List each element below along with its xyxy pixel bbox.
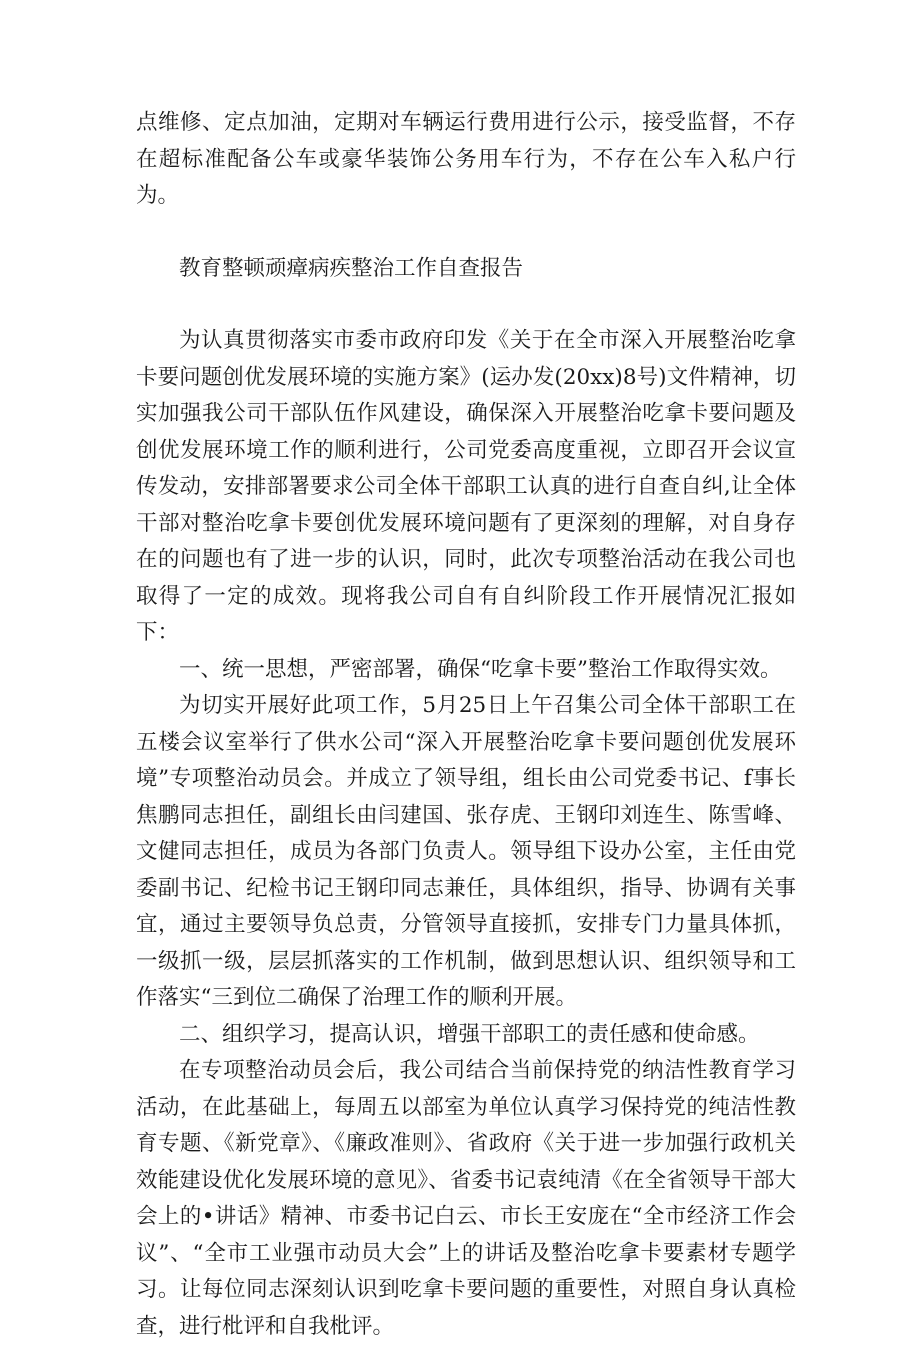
- section-heading-2: 二、组织学习，提高认识，增强干部职工的责任感和使命感。: [179, 1021, 760, 1047]
- paragraph-section-2: 在专项整治动员会后，我公司结合当前保持党的纳洁性教育学习活动，在此基础上，每周五以部室为单位认真学习保持党的纯洁性教育专题、《新党章》、《廉政准则》、省政府《关于进一步加强行政机关效能建设优化发展环境的意见》、省委书记袁纯清《在全省领导干部大会上的•讲话》精神、市委书记白云、市长王安庞在“全市经济工作会议”、“全市工业强市动员大会”上的讲话及整治吃拿卡要素材专题学习。让每位同志深刻认识到吃拿卡要问题的重要性，对照自身认真检查，进行枇评和自我枇评。: [136, 1058, 796, 1339]
- section-heading-1: 一、统一思想，严密部署，确保“吃拿卡要”整治工作取得实效。: [179, 656, 782, 682]
- report-title: 教育整顿顽瘴病疾整治工作自查报告: [179, 255, 524, 281]
- paragraph-continuation: 点维修、定点加油，定期对车辆运行费用进行公示，接受监督，不存在超标准配备公车或豪华装饰公务用车行为，不存在公车入私户行为。: [136, 110, 796, 208]
- document-body: [136, 105, 796, 1345]
- paragraph-section-1: 为切实开展好此项工作，5月25日上午召集公司全体干部职工在五楼会议室举行了供水公司“深入开展整治吃拿卡要问题创优发展环境”专项整治动员会。并成立了领导组，组长由公司党委书记、f事长焦鹏同志担任，副组长由闫建国、张存虎、王钢印刘连生、陈雪峰、文健同志担任，成员为各部门负责人。领导组下设办公室，主任由党委副书记、纪检书记王钢印同志兼任，具体组织，指导、协调有关事宜，通过主要领导负总责，分管领导直接抓，安排专门力量具体抓，一级抓一级，层层抓落实的工作机制，做到思想认识、组织领导和工作落实“三到位二确保了治理工作的顺利开展。: [136, 693, 796, 1010]
- paragraph-intro: 为认真贯彻落实市委市政府印发《关于在全市深入开展整治吃拿卡要问题创优发展环境的实施方案》(运办发(20xx)8号)文件精神，切实加强我公司干部队伍作风建设，确保深入开展整治吃拿卡要问题及创优发展环境工作的顺利进行，公司党委高度重视，立即召开会议宣传发动，安排部署要求公司全体干部职工认真的进行自查自纠,让全体干部对整治吃拿卡要创优发展环境问题有了更深刻的理解，对自身存在的问题也有了进一步的认识，同时，此次专项整治活动在我公司也取得了一定的成效。现将我公司自有自纠阶段工作开展情况汇报如下：: [136, 328, 796, 645]
